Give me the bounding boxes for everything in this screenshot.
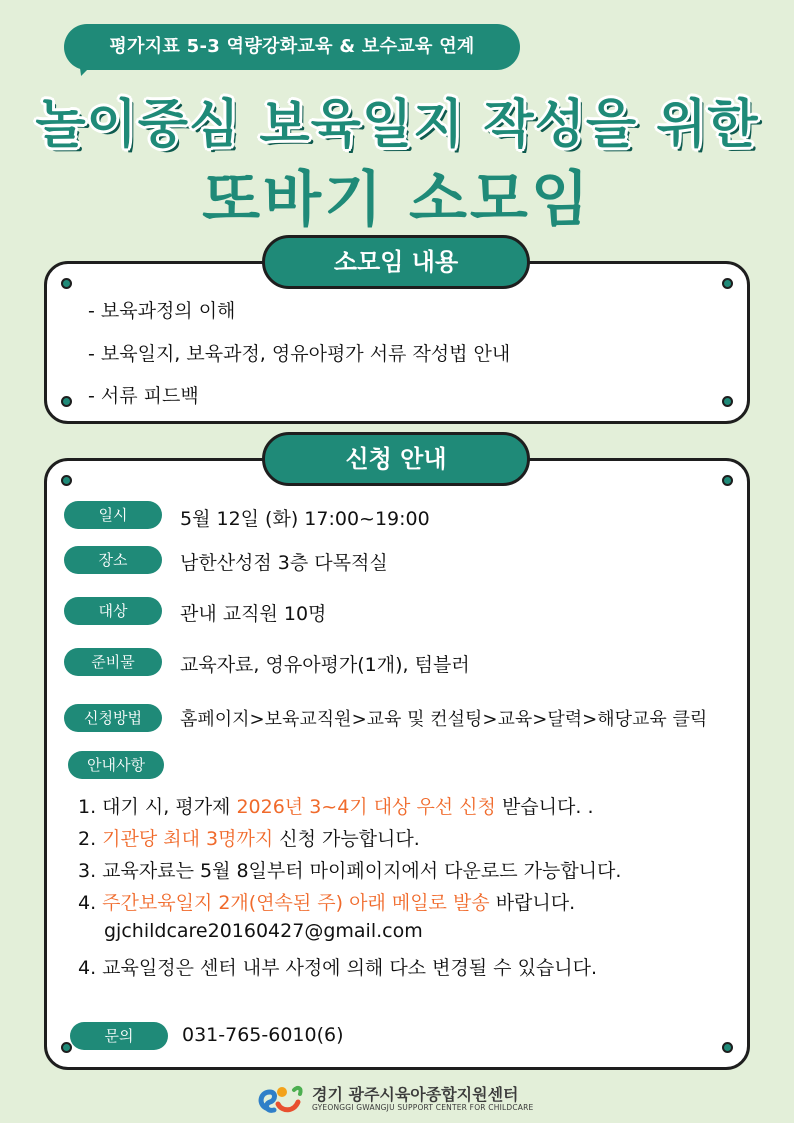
footer-name-en: GYEONGGI GWANGJU SUPPORT CENTER FOR CHILDCARE bbox=[312, 1103, 534, 1112]
notice-item: 3. 교육자료는 5월 8일부터 마이페이지에서 다운로드 가능합니다. bbox=[78, 860, 622, 882]
corner-dot-icon bbox=[722, 475, 733, 486]
place-value: 남한산성점 3층 다목적실 bbox=[180, 552, 388, 574]
content-item: - 보육과정의 이해 bbox=[88, 300, 236, 322]
center-logo-icon bbox=[256, 1080, 306, 1116]
corner-dot-icon bbox=[61, 278, 72, 289]
content-item: - 서류 피드백 bbox=[88, 385, 199, 407]
top-label: 평가지표 5-3 역량강화교육 & 보수교육 연계 bbox=[64, 24, 520, 70]
supplies-value: 교육자료, 영유아평가(1개), 텀블러 bbox=[180, 654, 470, 676]
notice-item: 4. 주간보육일지 2개(연속된 주) 아래 메일로 발송 바랍니다. bbox=[78, 892, 576, 914]
apply-header: 신청 안내 bbox=[262, 432, 530, 486]
method-label: 신청방법 bbox=[64, 704, 162, 732]
page-subtitle: 또바기 소모임 bbox=[202, 165, 592, 235]
date-value: 5월 12일 (화) 17:00~19:00 bbox=[180, 508, 430, 530]
contact-value: 031-765-6010(6) bbox=[182, 1024, 344, 1046]
contact-label: 문의 bbox=[70, 1022, 168, 1050]
corner-dot-icon bbox=[61, 475, 72, 486]
content-header: 소모임 내용 bbox=[262, 235, 530, 289]
target-value: 관내 교직원 10명 bbox=[180, 603, 327, 625]
corner-dot-icon bbox=[722, 396, 733, 407]
footer-name-kr: 경기 광주시육아종합지원센터 bbox=[312, 1085, 519, 1104]
corner-dot-icon bbox=[61, 396, 72, 407]
corner-dot-icon bbox=[722, 278, 733, 289]
corner-dot-icon bbox=[61, 1042, 72, 1053]
place-label: 장소 bbox=[64, 546, 162, 574]
method-value: 홈페이지>보육교직원>교육 및 컨설팅>교육>달력>해당교육 클릭 bbox=[180, 709, 708, 730]
date-label: 일시 bbox=[64, 501, 162, 529]
notice-item: 4. 교육일정은 센터 내부 사정에 의해 다소 변경될 수 있습니다. bbox=[78, 957, 598, 979]
content-item: - 보육일지, 보육과정, 영유아평가 서류 작성법 안내 bbox=[88, 343, 511, 365]
page-title: 놀이중심 보육일지 작성을 위한 bbox=[35, 95, 759, 155]
notice-item: 2. 기관당 최대 3명까지 신청 가능합니다. bbox=[78, 828, 420, 850]
notice-label: 안내사항 bbox=[68, 751, 164, 779]
footer bbox=[256, 1080, 556, 1120]
target-label: 대상 bbox=[64, 597, 162, 625]
notice-item: 1. 대기 시, 평가제 2026년 3~4기 대상 우선 신청 받습니다. . bbox=[78, 796, 594, 818]
email-link[interactable]: gjchildcare20160427@gmail.com bbox=[104, 920, 423, 942]
corner-dot-icon bbox=[722, 1042, 733, 1053]
supplies-label: 준비물 bbox=[64, 648, 162, 676]
